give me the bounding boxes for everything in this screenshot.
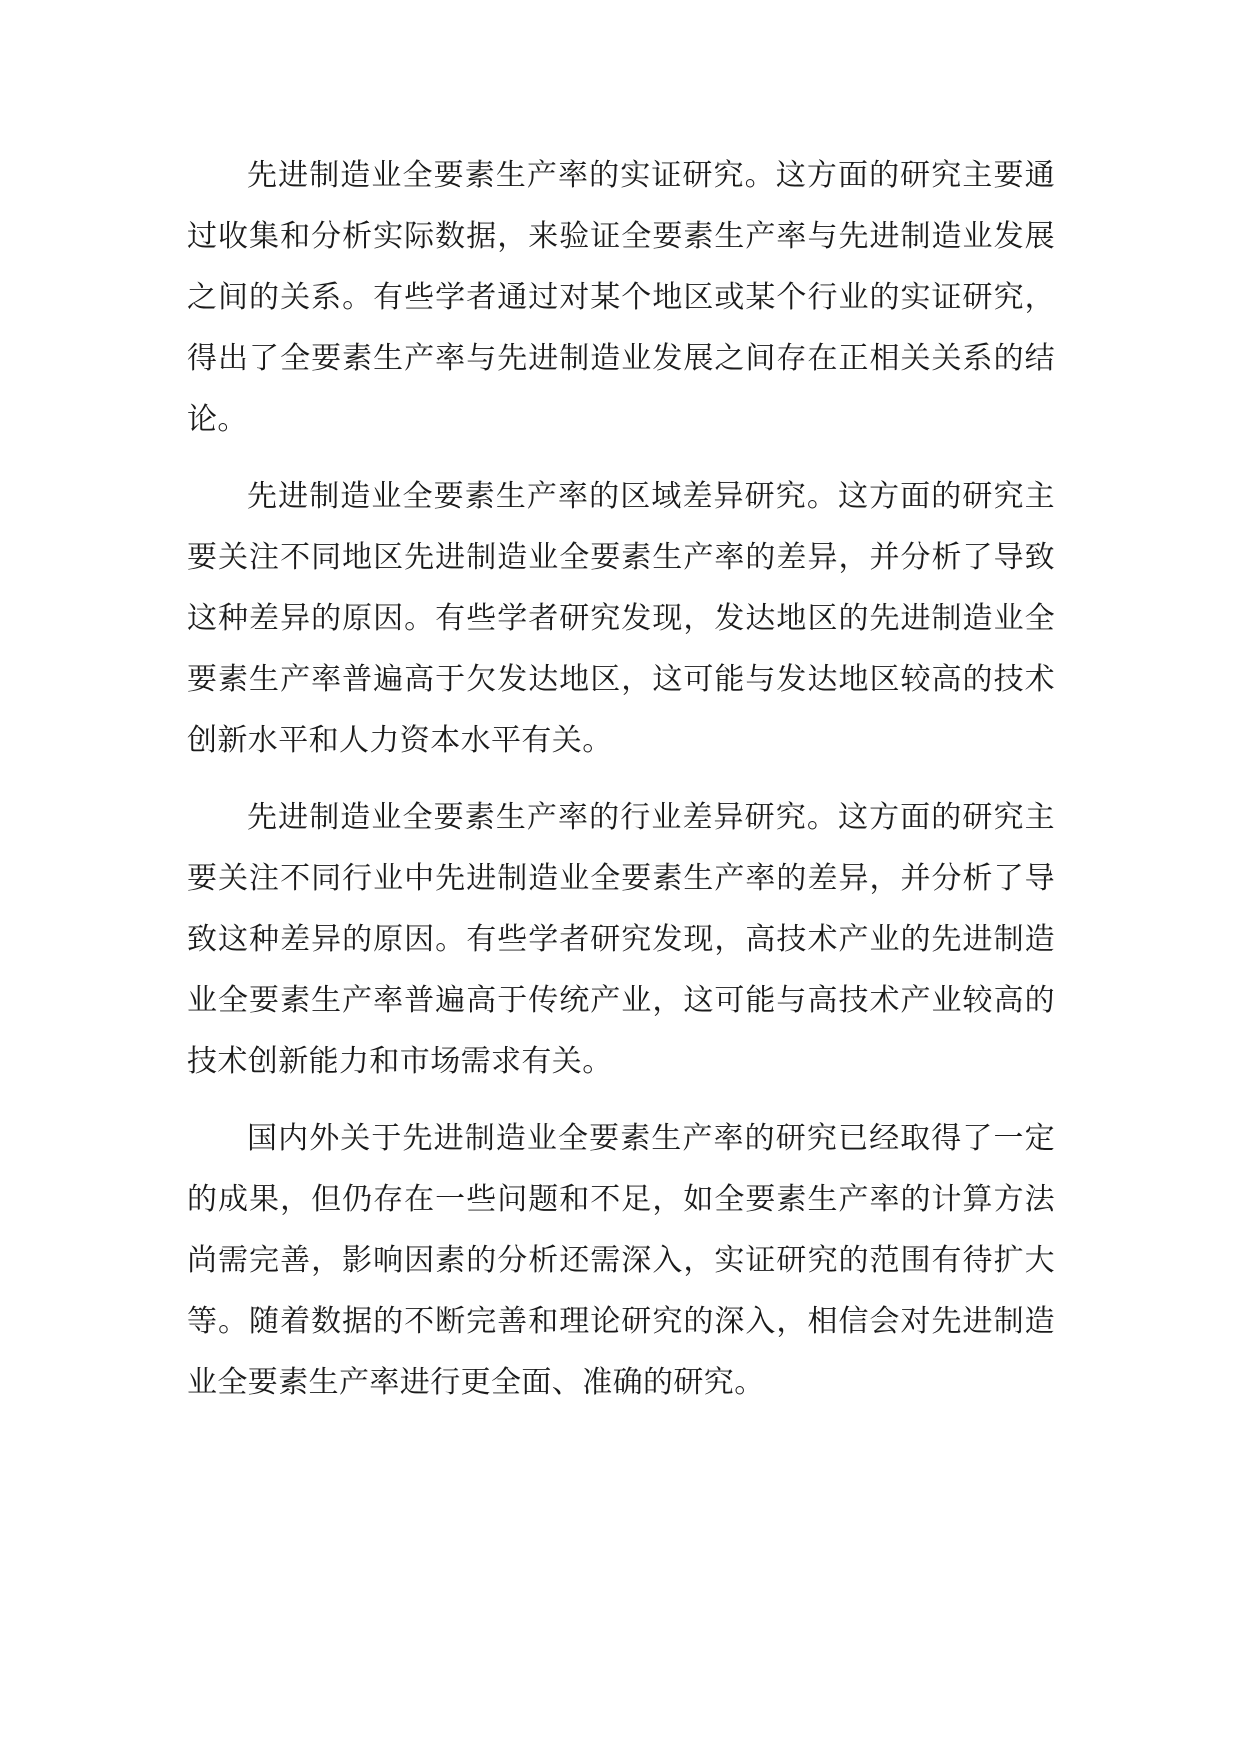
paragraph-empirical-research: 先进制造业全要素生产率的实证研究。这方面的研究主要通过收集和分析实际数据，来验证全要素生产率与先进制造业发展之间的关系。有些学者通过对某个地区或某个行业的实证研究，得出了全要素生产率与先进制造业发展之间存在正相关关系的结论。	[187, 158, 1055, 437]
paragraph-regional-differences: 先进制造业全要素生产率的区域差异研究。这方面的研究主要关注不同地区先进制造业全要素生产率的差异，并分析了导致这种差异的原因。有些学者研究发现，发达地区的先进制造业全要素生产率普遍高于欠发达地区，这可能与发达地区较高的技术创新水平和人力资本水平有关。	[187, 479, 1055, 758]
paragraph-summary: 国内外关于先进制造业全要素生产率的研究已经取得了一定的成果，但仍存在一些问题和不足，如全要素生产率的计算方法尚需完善，影响因素的分析还需深入，实证研究的范围有待扩大等。随着数据的不断完善和理论研究的深入，相信会对先进制造业全要素生产率进行更全面、准确的研究。	[187, 1121, 1055, 1400]
paragraph-industry-differences: 先进制造业全要素生产率的行业差异研究。这方面的研究主要关注不同行业中先进制造业全要素生产率的差异，并分析了导致这种差异的原因。有些学者研究发现，高技术产业的先进制造业全要素生产率普遍高于传统产业，这可能与高技术产业较高的技术创新能力和市场需求有关。	[187, 800, 1055, 1079]
body-text	[187, 145, 1055, 1429]
